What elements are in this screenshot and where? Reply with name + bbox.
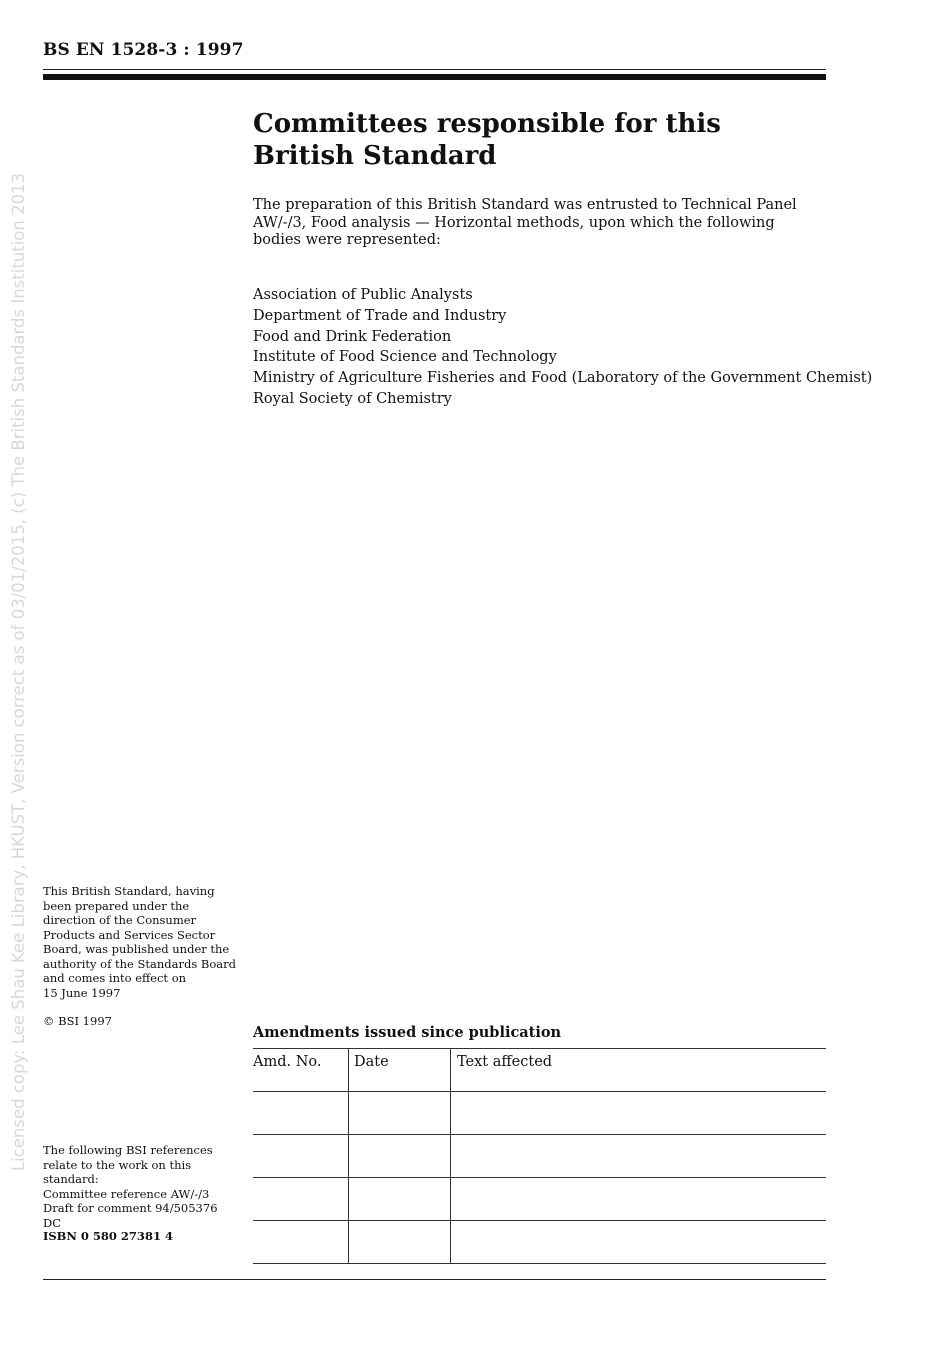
title-line: British Standard bbox=[253, 141, 497, 171]
table-cell bbox=[349, 1135, 451, 1178]
reference-line: Draft for comment 94/505376 DC bbox=[43, 1201, 218, 1230]
license-watermark: Licensed copy: Lee Shau Kee Library, HKUST, Version correct as of 03/01/2015, (c) The British Standards Institution 2013 bbox=[9, 172, 28, 1172]
list-item: Institute of Food Science and Technology bbox=[253, 349, 557, 366]
reference-line: The following BSI references bbox=[43, 1143, 213, 1157]
bsi-references bbox=[43, 1143, 238, 1230]
table-header-row bbox=[253, 1049, 826, 1092]
footer-rule bbox=[43, 1279, 826, 1280]
note-line: Products and Services Sector bbox=[43, 927, 216, 942]
table-row bbox=[253, 1221, 826, 1264]
note-line: Board, was published under the bbox=[43, 942, 230, 956]
table-cell bbox=[451, 1178, 827, 1221]
reference-line: standard: bbox=[43, 1172, 99, 1186]
table-cell bbox=[451, 1092, 827, 1135]
list-item: Food and Drink Federation bbox=[253, 328, 452, 345]
list-item: Department of Trade and Industry bbox=[253, 307, 507, 324]
reference-line: Committee reference AW/-/3 bbox=[43, 1186, 210, 1201]
list-item: Ministry of Agriculture Fisheries and Food (Laboratory of the Government Chemist) bbox=[253, 370, 873, 387]
intro-paragraph: The preparation of this British Standard was entrusted to Technical Panel AW/-/3, Food analysis — Horizontal methods, upon which the following bodies were represented: bbox=[253, 197, 797, 248]
note-line: This British Standard, having bbox=[43, 884, 215, 898]
table-cell bbox=[349, 1221, 451, 1264]
table-cell bbox=[349, 1178, 451, 1221]
column-header-amd-no: Amd. No. bbox=[253, 1049, 349, 1092]
table-row bbox=[253, 1135, 826, 1178]
table-cell bbox=[253, 1178, 349, 1221]
table-cell bbox=[253, 1135, 349, 1178]
amendments-title: Amendments issued since publication bbox=[253, 1024, 562, 1041]
header-rule-thick bbox=[43, 74, 826, 80]
page-title bbox=[253, 108, 813, 172]
table-row bbox=[253, 1178, 826, 1221]
note-line: direction of the Consumer bbox=[43, 913, 197, 927]
table-cell bbox=[349, 1092, 451, 1135]
column-header-date: Date bbox=[349, 1049, 451, 1092]
table-cell bbox=[253, 1092, 349, 1135]
represented-bodies-list bbox=[253, 285, 872, 410]
column-header-text-affected: Text affected bbox=[451, 1049, 827, 1092]
copyright-notice: © BSI 1997 bbox=[43, 1014, 112, 1028]
note-line: and comes into effect on bbox=[43, 971, 187, 985]
title-line: Committees responsible for this bbox=[253, 109, 721, 139]
note-line: 15 June 1997 bbox=[43, 985, 121, 1000]
table-cell bbox=[451, 1135, 827, 1178]
list-item: Association of Public Analysts bbox=[253, 287, 473, 303]
amendments-table bbox=[253, 1048, 826, 1264]
standard-code: BS EN 1528-3 : 1997 bbox=[43, 40, 244, 60]
publication-note bbox=[43, 884, 238, 1000]
note-line: been prepared under the bbox=[43, 898, 190, 913]
list-item: Royal Society of Chemistry bbox=[253, 390, 452, 407]
table-cell bbox=[451, 1221, 827, 1264]
reference-line: relate to the work on this bbox=[43, 1157, 192, 1172]
table-row bbox=[253, 1092, 826, 1135]
isbn: ISBN 0 580 27381 4 bbox=[43, 1229, 173, 1243]
table-cell bbox=[253, 1221, 349, 1264]
header-rule-thin bbox=[43, 69, 826, 70]
note-line: authority of the Standards Board bbox=[43, 956, 236, 971]
